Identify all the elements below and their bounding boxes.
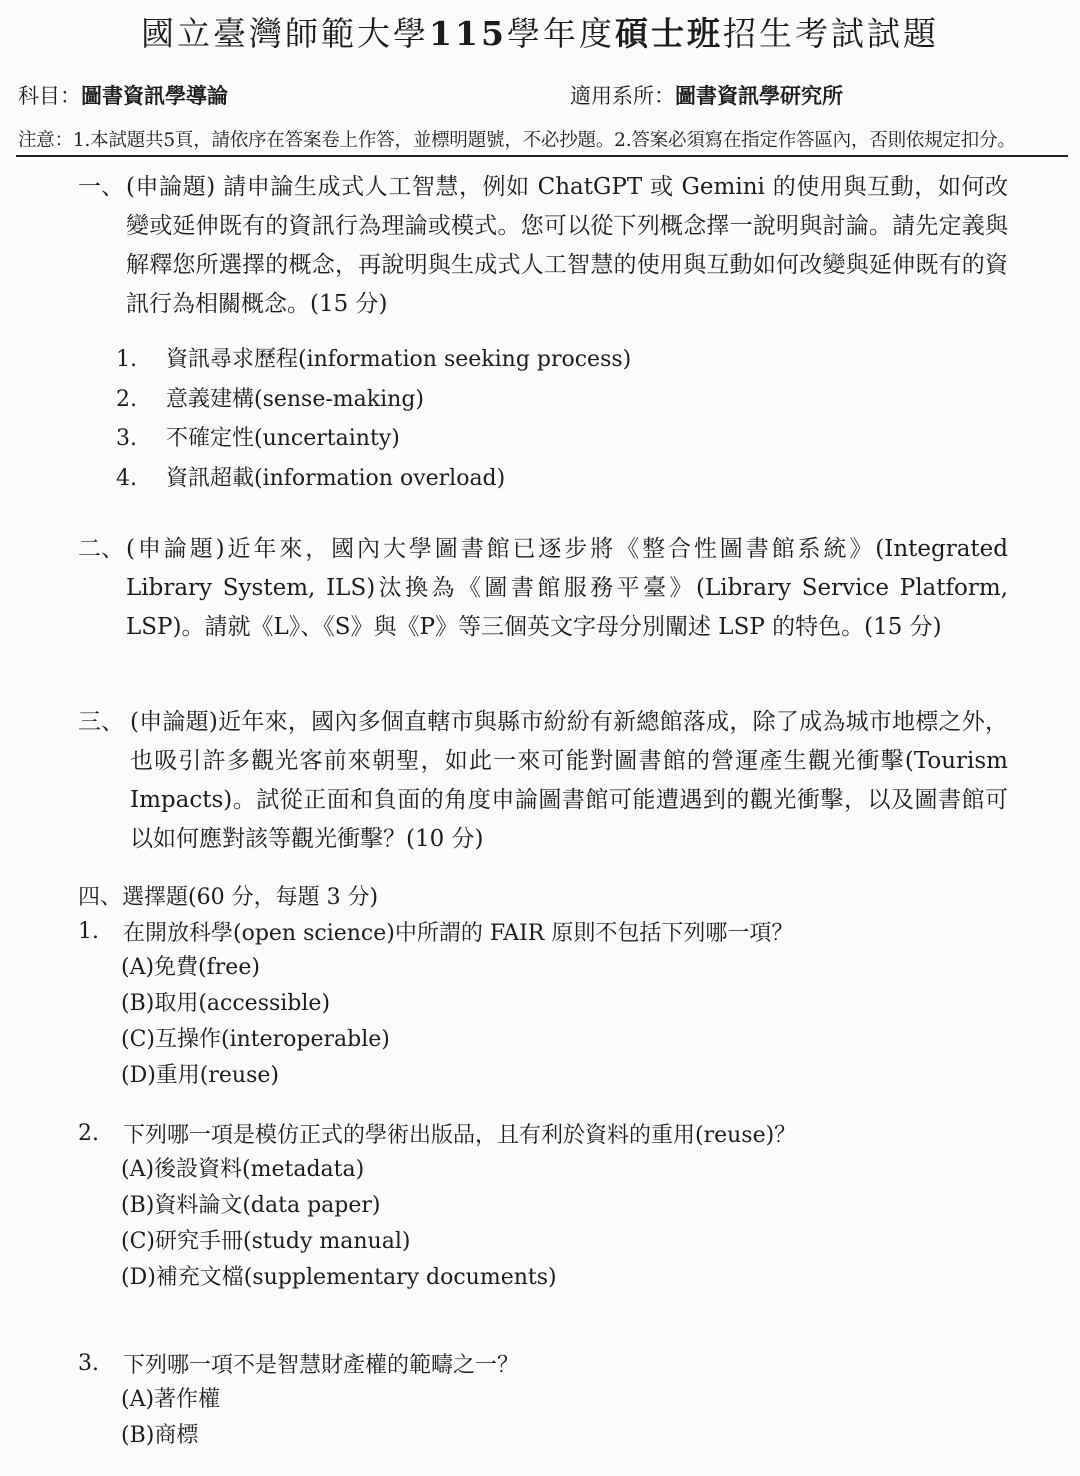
item-text: 意義建構(sense-making) — [166, 386, 424, 412]
title-program: 碩士班 — [614, 14, 723, 53]
question-text: (申論題)近年來，國內大學圖書館已逐步將《整合性圖書館系統》(Integrated Library System, ILS)汰換為《圖書館服務平臺》(Library Service Platform, LSP)。請就《L》、《S》與《P》等三個英文字母分別闡述 LSP 的特色。(15 分) — [126, 536, 1008, 640]
subject-line — [18, 80, 228, 110]
question-number: 3. — [78, 1350, 99, 1376]
list-item — [116, 340, 631, 380]
item-text: 不確定性(uncertainty) — [166, 426, 400, 451]
question-number: 二、 — [78, 536, 124, 562]
exam-title — [0, 8, 1080, 55]
option-c: (C)研究手冊(study manual) — [121, 1229, 411, 1254]
option-a: (A)後設資料(metadata) — [121, 1157, 365, 1182]
option-d: (D)重用(reuse) — [121, 1063, 279, 1088]
question-stem — [78, 1114, 1008, 1152]
title-year: 115 — [429, 14, 507, 53]
question-stem — [78, 1344, 1008, 1382]
essay-question-3 — [78, 703, 1008, 859]
item-text: 資訊超載(information overload) — [166, 465, 506, 491]
item-number: 4. — [116, 465, 137, 491]
essay-question-1 — [78, 168, 1008, 324]
item-number: 2. — [116, 386, 137, 412]
mc-question-1 — [78, 912, 1008, 1094]
option-b: (B)取用(accessible) — [121, 991, 331, 1016]
item-number: 1. — [116, 347, 137, 372]
option-c: (C)互操作(interoperable) — [121, 1027, 390, 1052]
option-a: (A)著作權 — [121, 1387, 221, 1412]
department-label: 適用系所： — [570, 84, 675, 108]
exam-notice: 注意：1.本試題共5頁，請依序在答案卷上作答，並標明題號，不必抄題。2.答案必須寫在指定作答區內，否則依規定扣分。 — [18, 130, 1016, 151]
subject-value: 圖書資訊學導論 — [81, 83, 228, 108]
department-line — [570, 80, 843, 110]
list-item — [116, 459, 631, 499]
list-item — [116, 419, 631, 459]
question-number: 2. — [78, 1120, 99, 1146]
multiple-choice-header: 四、選擇題(60 分，每題 3 分) — [78, 885, 379, 910]
item-text: 資訊尋求歷程(information seeking process) — [166, 347, 632, 372]
question-stem — [78, 912, 1008, 950]
item-number: 3. — [116, 426, 137, 451]
question-number: 三、 — [78, 709, 124, 735]
list-item — [116, 380, 631, 420]
subject-label: 科目： — [18, 84, 81, 108]
essay-question-2 — [78, 530, 1008, 647]
question-number: 1. — [78, 918, 99, 944]
question-text: 下列哪一項不是智慧財產權的範疇之一？ — [123, 1352, 520, 1378]
option-a: (A)免費(free) — [121, 955, 260, 980]
question-text: (申論題)近年來，國內多個直轄市與縣市紛紛有新總館落成，除了成為城市地標之外，也吸引許多觀光客前來朝聖，如此一來可能對圖書館的營運產生觀光衝擊(Tourism Impacts)。試從正面和負面的角度申論圖書館可能遭遇到的觀光衝擊，以及圖書館可以如何應對該等觀光衝擊？(10 分) — [130, 709, 1008, 852]
question-number: 一、 — [78, 174, 124, 200]
title-university: 國立臺灣師範大學 — [141, 14, 430, 53]
question-text: 下列哪一項是模仿正式的學術出版品，且有利於資料的重用(reuse)？ — [123, 1122, 797, 1148]
mc-question-3 — [78, 1344, 1008, 1454]
option-b: (B)資料論文(data paper) — [121, 1193, 381, 1218]
option-b: (B)商標 — [121, 1423, 199, 1448]
mc-question-2 — [78, 1114, 1008, 1296]
option-d: (D)補充文檔(supplementary documents) — [121, 1265, 557, 1290]
question-text: (申論題) 請申論生成式人工智慧，例如 ChatGPT 或 Gemini 的使用與互動，如何改變或延伸既有的資訊行為理論或模式。您可以從下列概念擇一說明與討論。請先定義與解釋您所選擇的概念，再說明與生成式人工智慧的使用與互動如何改變與延伸既有的資訊行為相關概念。(15 分) — [126, 174, 1008, 317]
concept-list — [116, 340, 631, 498]
department-value: 圖書資訊學研究所 — [675, 83, 843, 108]
title-exam: 招生考試試題 — [722, 14, 939, 53]
header-divider — [16, 155, 1068, 157]
question-text: 在開放科學(open science)中所謂的 FAIR 原則不包括下列哪一項？ — [123, 920, 794, 946]
title-academic-year: 學年度 — [506, 14, 615, 53]
